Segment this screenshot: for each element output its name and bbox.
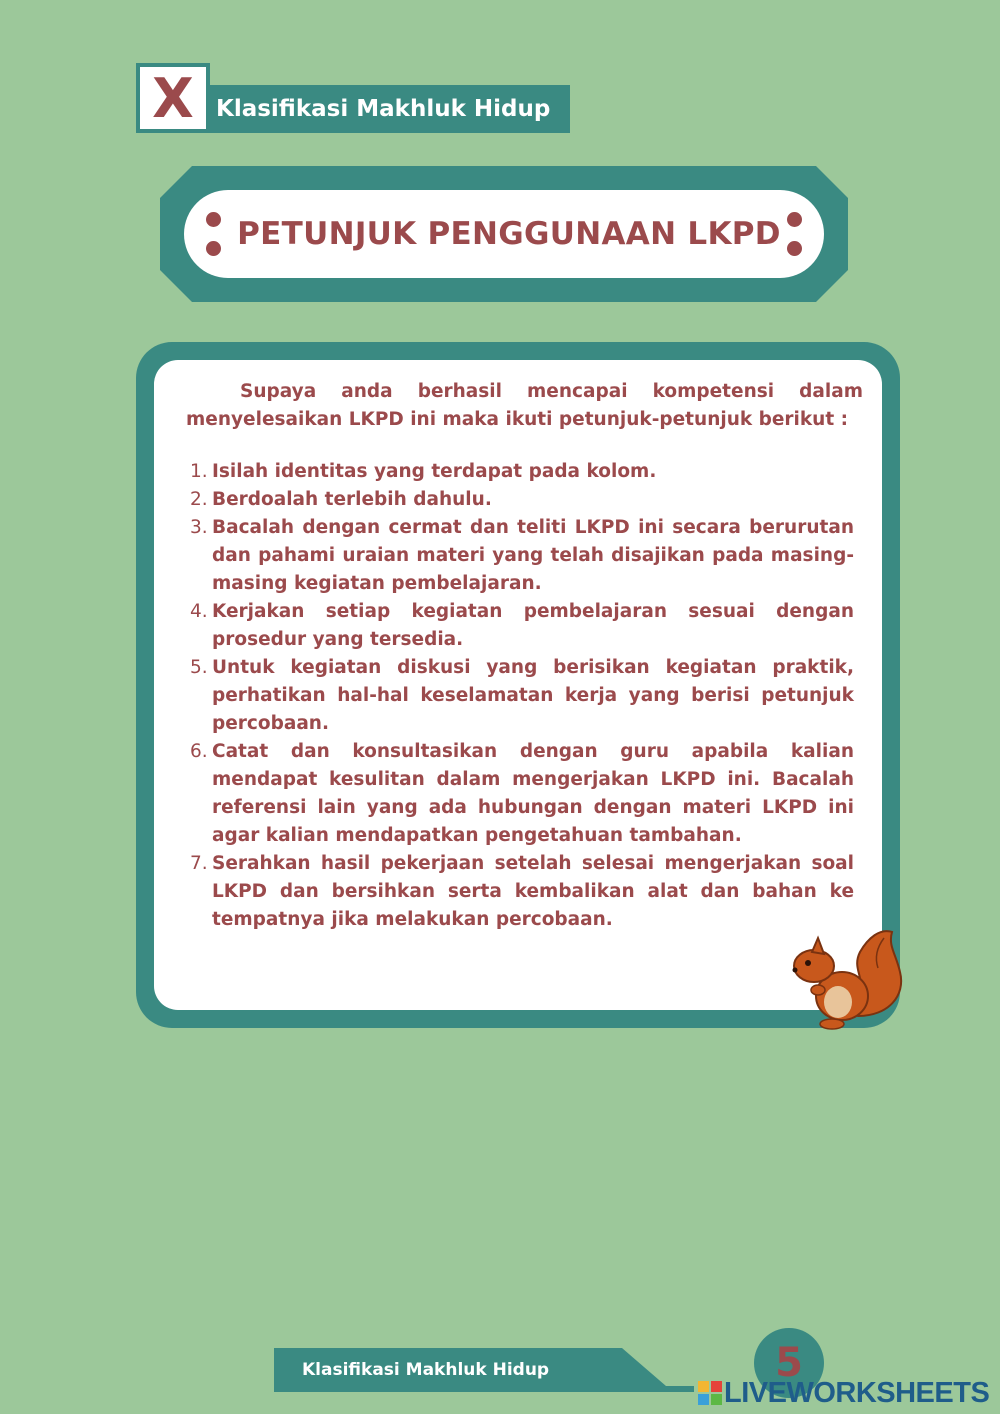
item-number: 2. bbox=[190, 489, 208, 510]
intro-line-1: Supaya anda berhasil mencapai kompetensi dalam bbox=[240, 381, 863, 402]
item-text: Kerjakan setiap kegiatan pembelajaran sesuai dengan prosedur yang tersedia. bbox=[212, 601, 854, 650]
instruction-list bbox=[186, 458, 854, 934]
banner-right-dots bbox=[787, 212, 802, 256]
watermark-text: LIVEWORKSHEETS bbox=[724, 1376, 990, 1409]
item-text: Catat dan konsultasikan dengan guru apabila kalian mendapat kesulitan dalam mengerjakan LKPD ini. Bacalah referensi lain yang ada hubungan dengan materi LKPD ini agar kalian mendapatkan pengetahuan tambahan. bbox=[212, 741, 854, 846]
page-title: PETUNJUK PENGGUNAAN LKPD bbox=[237, 216, 781, 252]
list-item bbox=[186, 598, 854, 654]
intro-line-2: menyelesaikan LKPD ini maka ikuti petunjuk-petunjuk berikut : bbox=[186, 409, 849, 430]
list-item bbox=[186, 486, 854, 514]
squirrel-icon bbox=[788, 916, 908, 1032]
item-text: Isilah identitas yang terdapat pada kolom. bbox=[212, 461, 657, 482]
list-item bbox=[186, 738, 854, 850]
chapter-title: Klasifikasi Makhluk Hidup bbox=[216, 96, 551, 122]
page-number: 5 bbox=[754, 1328, 824, 1398]
item-text: Bacalah dengan cermat dan teliti LKPD ini secara berurutan dan pahami uraian materi yang telah disajikan pada masing-masing kegiatan pembelajaran. bbox=[212, 517, 854, 594]
item-number: 5. bbox=[190, 657, 208, 678]
list-item bbox=[186, 458, 854, 486]
item-number: 4. bbox=[190, 601, 208, 622]
item-text: Serahkan hasil pekerjaan setelah selesai mengerjakan soal LKPD dan bersihkan serta kembalikan alat dan bahan ke tempatnya jika melakukan percobaan. bbox=[212, 853, 854, 930]
liveworksheets-watermark[interactable] bbox=[698, 1376, 989, 1410]
list-item bbox=[186, 850, 854, 934]
item-text: Untuk kegiatan diskusi yang berisikan kegiatan praktik, perhatikan hal-hal keselamatan kerja yang berisi petunjuk percobaan. bbox=[212, 657, 854, 734]
item-number: 6. bbox=[190, 741, 208, 762]
list-item bbox=[186, 514, 854, 598]
item-number: 3. bbox=[190, 517, 208, 538]
item-number: 7. bbox=[190, 853, 208, 874]
banner-left-dots bbox=[206, 212, 221, 256]
item-number: 1. bbox=[190, 461, 208, 482]
intro-paragraph bbox=[186, 378, 863, 434]
item-text: Berdoalah terlebih dahulu. bbox=[212, 489, 492, 510]
liveworksheets-logo-icon bbox=[698, 1381, 722, 1405]
list-item bbox=[186, 654, 854, 738]
footer-title: Klasifikasi Makhluk Hidup bbox=[302, 1360, 550, 1380]
chapter-mark: X bbox=[136, 63, 210, 133]
title-banner bbox=[184, 190, 824, 278]
